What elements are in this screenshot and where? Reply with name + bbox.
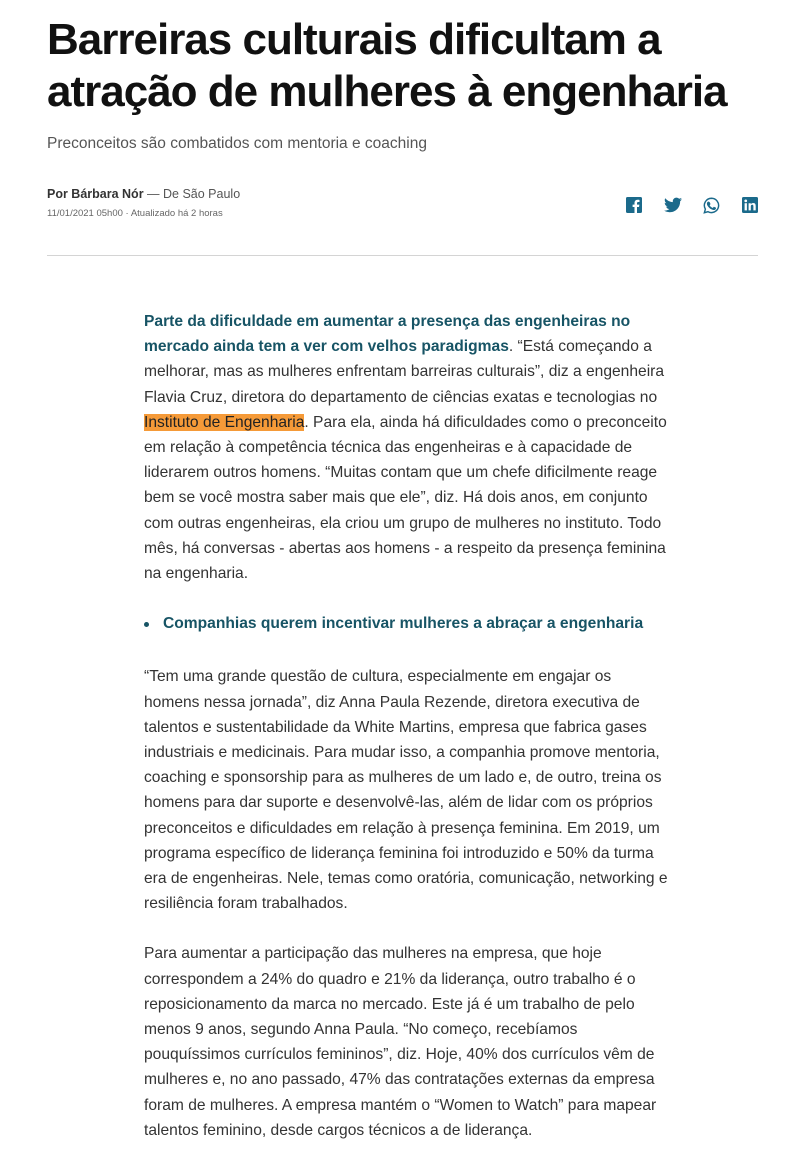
byline-separator: —	[143, 187, 164, 201]
author-name[interactable]: Por Bárbara Nór	[47, 187, 144, 201]
share-whatsapp-button[interactable]	[701, 195, 721, 215]
byline	[47, 187, 240, 201]
share-twitter-button[interactable]	[663, 195, 683, 215]
body-paragraph-2: “Tem uma grande questão de cultura, especialmente em engajar os homens nessa jornada”, diz Anna Paula Rezende, diretora executiva de talentos e sustentabilidade da White Martins, empresa que fabrica gases industriais e medicinais. Para mudar isso, a companhia promove mentoria, coaching e sponsorship para as mulheres de um lado e, de outro, treina os homens para dar suporte e desenvolvê-las, além de lidar com os próprios preconceitos e dificuldades em relação à presença feminina. Em 2019, um programa específico de liderança feminina foi introduzido e 50% da turma era de engenheiras. Nele, temas como oratória, comunicação, networking e resiliência foram trabalhados.	[144, 668, 668, 913]
related-links	[144, 611, 668, 636]
paragraph-text: . Para ela, ainda há dificuldades como o preconceito em relação à competência técnica das engenheiras e à capacidade de liderarem outros homens. “Muitas contam que um chefe dificilmente reage bem se você mostra saber mais que ele”, diz. Há dois anos, em conjunto com outras engenheiras, ela criou um grupo de mulheres no instituto. Todo mês, há conversas - abertas aos homens - a respeito da presença feminina na engenharia.	[144, 413, 667, 583]
header-divider	[47, 255, 758, 256]
share-linkedin-button[interactable]	[740, 195, 760, 215]
article-headline: Barreiras culturais dificultam a atração de mulheres à engenharia	[47, 15, 727, 116]
paragraph-text: . “Está começando a melhorar, mas as mulheres enfrentam barreiras culturais”, diz a engenheira Flavia Cruz, diretora do departamento de ciências exatas e tecnologias no	[144, 338, 665, 406]
whatsapp-icon	[703, 197, 720, 214]
highlighted-entity[interactable]: Instituto de Engenharia	[144, 413, 305, 431]
lead-sentence: Parte da dificuldade em aumentar a presença das engenheiras no mercado ainda tem a ver com velhos paradigmas	[144, 313, 631, 356]
article-body	[144, 309, 668, 1168]
facebook-icon	[626, 197, 642, 213]
share-bar	[624, 194, 760, 216]
related-article-link[interactable]: Companhias querem incentivar mulheres a abraçar a engenharia	[163, 615, 644, 633]
publish-dateline: 11/01/2021 05h00 · Atualizado há 2 horas	[47, 208, 223, 219]
body-paragraph-3: Para aumentar a participação das mulheres na empresa, que hoje correspondem a 24% do quadro e 21% da liderança, outro trabalho é o reposicionamento da marca no mercado. Este já é um trabalho de pelo menos 9 anos, segundo Anna Paula. “No começo, recebíamos pouquíssimos currículos femininos”, diz. Hoje, 40% dos currículos vêm de mulheres e, no ano passado, 47% das contratações externas da empresa foram de mulheres. A empresa mantém o “Women to Watch” para mapear talentos feminino, desde cargos técnicos a de liderança.	[144, 945, 657, 1139]
related-link-item	[144, 611, 668, 636]
twitter-icon	[664, 197, 682, 213]
byline-location: De São Paulo	[163, 187, 241, 201]
body-paragraph-1	[144, 309, 668, 586]
share-facebook-button[interactable]	[624, 195, 644, 215]
linkedin-icon	[742, 197, 758, 213]
article-subtitle: Preconceitos são combatidos com mentoria e coaching	[47, 135, 427, 152]
